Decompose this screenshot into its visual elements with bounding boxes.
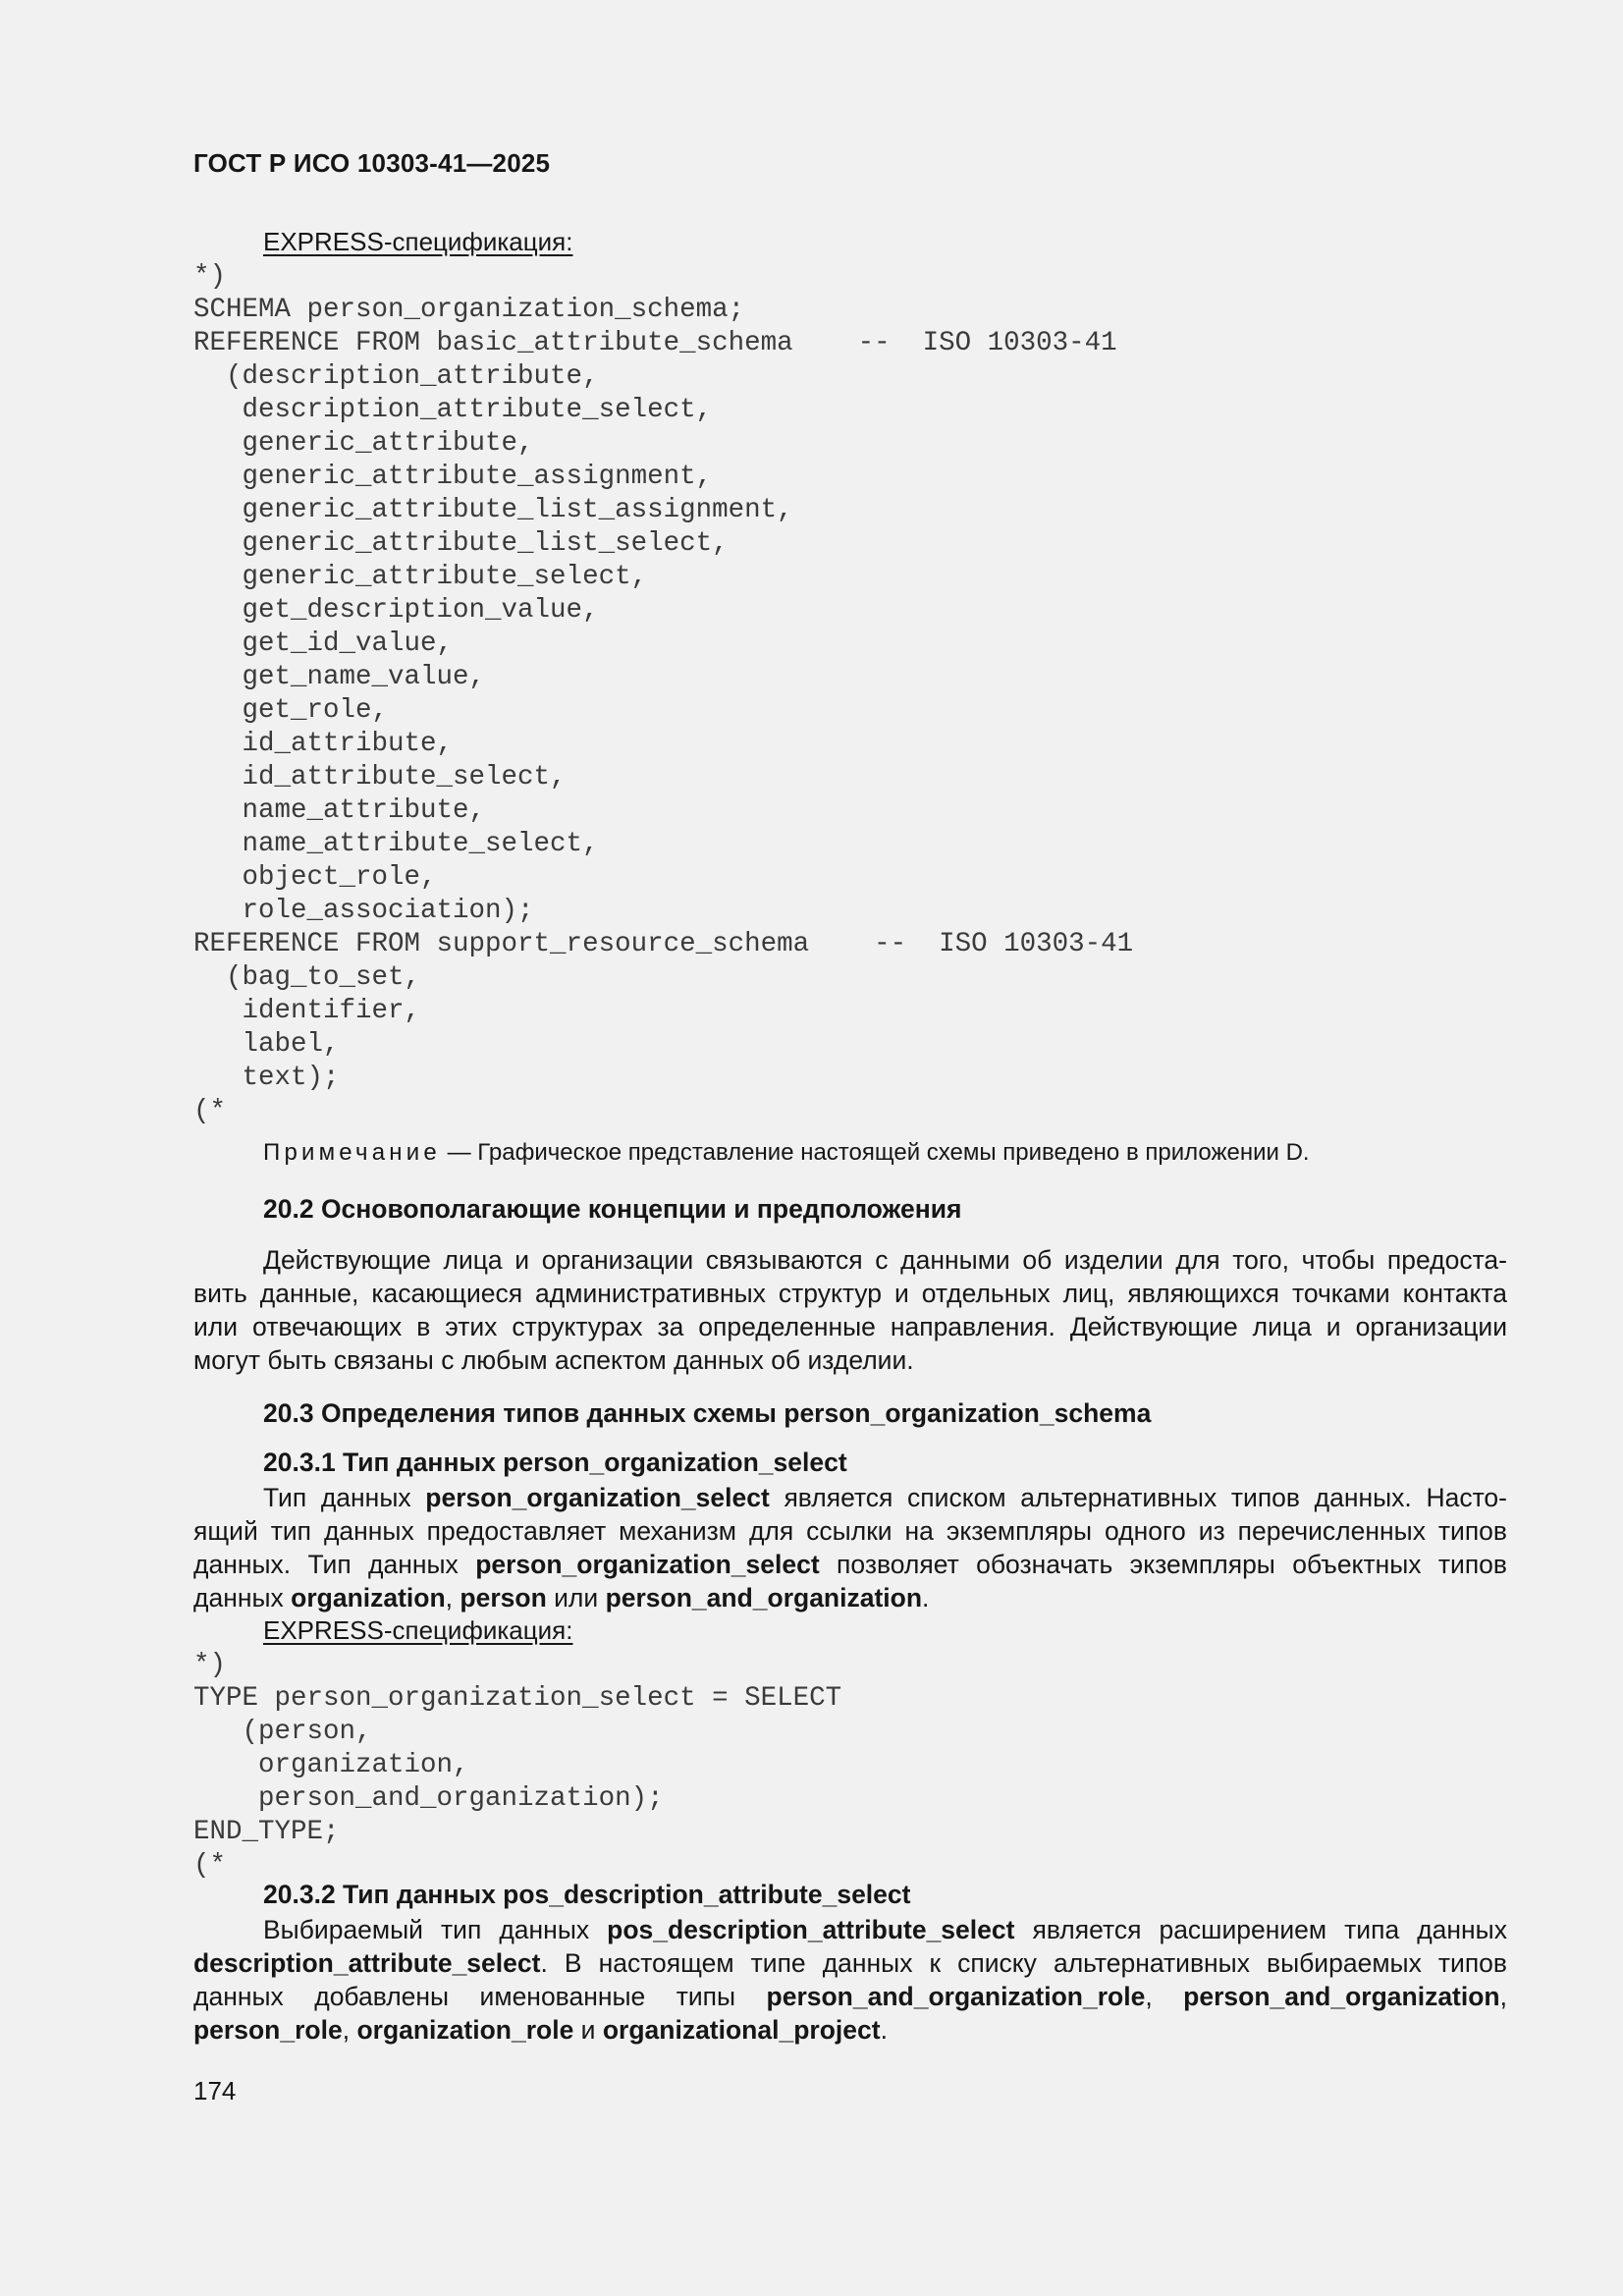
- paragraph-20-3-1: [193, 1481, 1507, 1614]
- express-code-block-schema: *) SCHEMA person_organization_schema; REFERENCE FROM basic_attribute_schema -- ISO 10303-41 (description_attribute, description_attribute_select, generic_attribute, generic_attribute_assignment, generic_attribute_list_assignment, generic_attribute_list_select, generic_attribute_select, get_description_value, get_id_value, get_name_value, get_role, id_attribute, id_attribute_select, name_attribute, name_attribute_select, object_role, role_association); REFERENCE FROM support_resource_schema -- ISO 10303-41 (bag_to_set, identifier, label, text); (*: [193, 261, 1134, 1126]
- type-name: person_role: [193, 2015, 343, 2045]
- paragraph-line: могут быть связаны с любым аспектом данных об изделии.: [193, 1345, 914, 1375]
- type-name: person_and_organization: [605, 1583, 923, 1613]
- express-spec-label-1: EXPRESS-спецификация:: [263, 227, 573, 256]
- express-code-block-type: *) TYPE person_organization_select = SELECT (person, organization, person_and_organization); END_TYPE; (*: [193, 1650, 842, 1881]
- page-number: 174: [193, 2076, 237, 2105]
- type-name: person_and_organization: [1183, 1982, 1500, 2011]
- type-name: pos_description_attribute_select: [607, 1915, 1015, 1944]
- heading-20-3: 20.3 Определения типов данных схемы person_organization_schema: [263, 1398, 1152, 1428]
- note-label: Примечание: [263, 1139, 441, 1166]
- type-name: person: [460, 1583, 547, 1613]
- type-name: person_organization_select: [425, 1483, 770, 1512]
- type-name: person_organization_select: [475, 1550, 820, 1579]
- type-name: description_attribute_select: [193, 1948, 541, 1978]
- paragraph-20-2: [193, 1243, 1507, 1377]
- type-name: organization: [291, 1583, 446, 1613]
- paragraph-line: person_role, organization_role и organizational_project.: [193, 2015, 888, 2045]
- type-name: organization_role: [356, 2015, 574, 2045]
- note: [263, 1139, 1310, 1167]
- paragraph-line: description_attribute_select. В настоящем типе данных к списку альтернативных выбираемых типов: [193, 1948, 1507, 1978]
- paragraph-line: данных organization, person или person_and_organization.: [193, 1583, 930, 1613]
- heading-20-2: 20.2 Основополагающие концепции и предположения: [263, 1194, 962, 1224]
- paragraph-line: данных. Тип данных person_organization_select позволяет обозначать экземпляры объектных типов: [193, 1550, 1507, 1579]
- paragraph-line: Выбираемый тип данных pos_description_attribute_select является расширением типа данных: [263, 1915, 1507, 1944]
- type-name: organizational_project: [602, 2015, 881, 2045]
- type-name: person_and_organization_role: [766, 1982, 1146, 2011]
- note-text: — Графическое представление настоящей схемы приведено в приложении D.: [440, 1139, 1310, 1166]
- paragraph-line: Действующие лица и организации связываются с данными об изделии для того, чтобы предоста-: [263, 1245, 1507, 1275]
- paragraph-line: Тип данных person_organization_select является списком альтернативных типов данных. Насто-: [263, 1483, 1507, 1512]
- heading-20-3-2: 20.3.2 Тип данных pos_description_attribute_select: [263, 1880, 911, 1909]
- heading-20-3-1: 20.3.1 Тип данных person_organization_select: [263, 1448, 847, 1477]
- express-spec-label-2: EXPRESS-спецификация:: [263, 1615, 573, 1645]
- paragraph-line: вить данные, касающиеся административных структур и отдельных лиц, являющихся точками контакта: [193, 1279, 1507, 1308]
- paragraph-line: ящий тип данных предоставляет механизм для ссылки на экземпляры одного из перечисленных типов: [193, 1516, 1507, 1546]
- paragraph-line: или отвечающих в этих структурах за определенные направления. Действующие лица и организации: [193, 1312, 1507, 1341]
- document-header: ГОСТ Р ИСО 10303-41—2025: [193, 148, 551, 178]
- paragraph-line: данных добавлены именованные типы person_and_organization_role, person_and_organization,: [193, 1982, 1507, 2011]
- paragraph-20-3-2: [193, 1913, 1507, 2047]
